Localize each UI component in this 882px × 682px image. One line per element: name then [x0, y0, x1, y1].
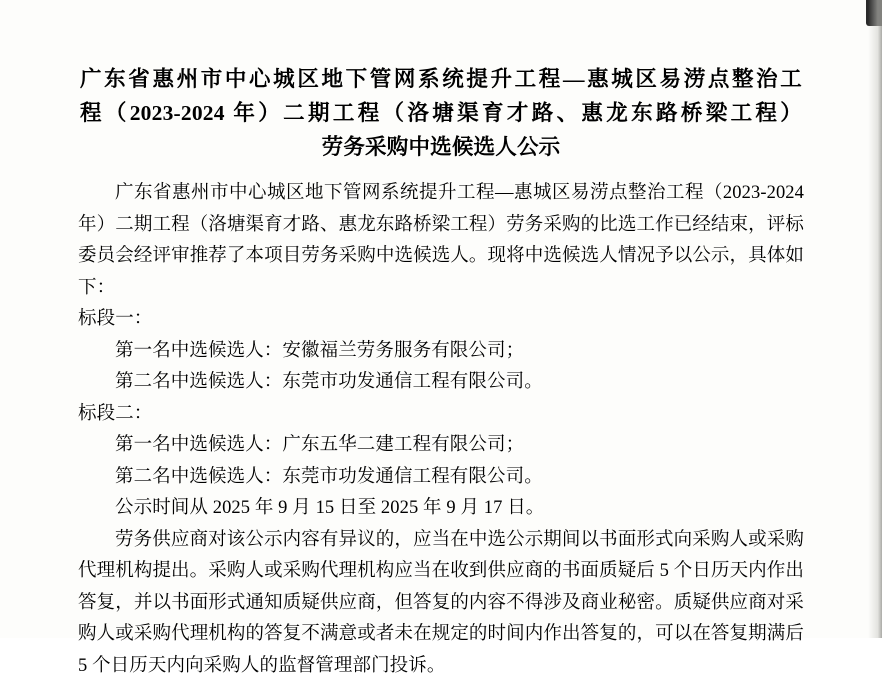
- lot2-candidate-1: 第一名中选候选人：广东五华二建工程有限公司；: [78, 430, 804, 462]
- objection-paragraph: 劳务供应商对该公示内容有异议的，应当在中选公示期间以书面形式向采购人或采购代理机构提出。采购人或采购代理机构应当在收到供应商的书面质疑后 5 个日历天内作出答复，并以书面形式通知质疑供应商，但答复的内容不得涉及商业秘密。质疑供应商对采购人或采购代理机构的答复不满意或者未在规定的时间内作出答复的，可以在答复期满后 5 个日历天内向采购人的监督管理部门投诉。: [78, 525, 804, 682]
- lot2-candidate-2: 第二名中选候选人：东莞市功发通信工程有限公司。: [78, 462, 804, 494]
- page-title-line-1: 广东省惠州市中心城区地下管网系统提升工程—惠城区易涝点整治工: [78, 62, 804, 96]
- page-title-line-2: 程（2023-2024 年）二期工程（洛塘渠育才路、惠龙东路桥梁工程）: [78, 96, 804, 130]
- lot1-candidate-2: 第二名中选候选人：东莞市功发通信工程有限公司。: [78, 367, 804, 399]
- scan-corner-mark: [866, 0, 882, 26]
- page-title-line-3: 劳务采购中选候选人公示: [78, 130, 804, 164]
- announcement-period: 公示时间从 2025 年 9 月 15 日至 2025 年 9 月 17 日。: [78, 493, 804, 525]
- scan-edge-shadow: [868, 0, 882, 638]
- document-body: [78, 178, 804, 682]
- page-title: [78, 62, 804, 164]
- section-label-lot1: 标段一：: [78, 304, 804, 336]
- lot1-candidate-1: 第一名中选候选人：安徽福兰劳务服务有限公司；: [78, 336, 804, 368]
- document-content: [78, 62, 804, 682]
- intro-paragraph: 广东省惠州市中心城区地下管网系统提升工程—惠城区易涝点整治工程（2023-2024 年）二期工程（洛塘渠育才路、惠龙东路桥梁工程）劳务采购的比选工作已经结束，评标委员会经评审推荐了本项目劳务采购中选候选人。现将中选候选人情况予以公示，具体如下：: [78, 178, 804, 304]
- section-label-lot2: 标段二：: [78, 399, 804, 431]
